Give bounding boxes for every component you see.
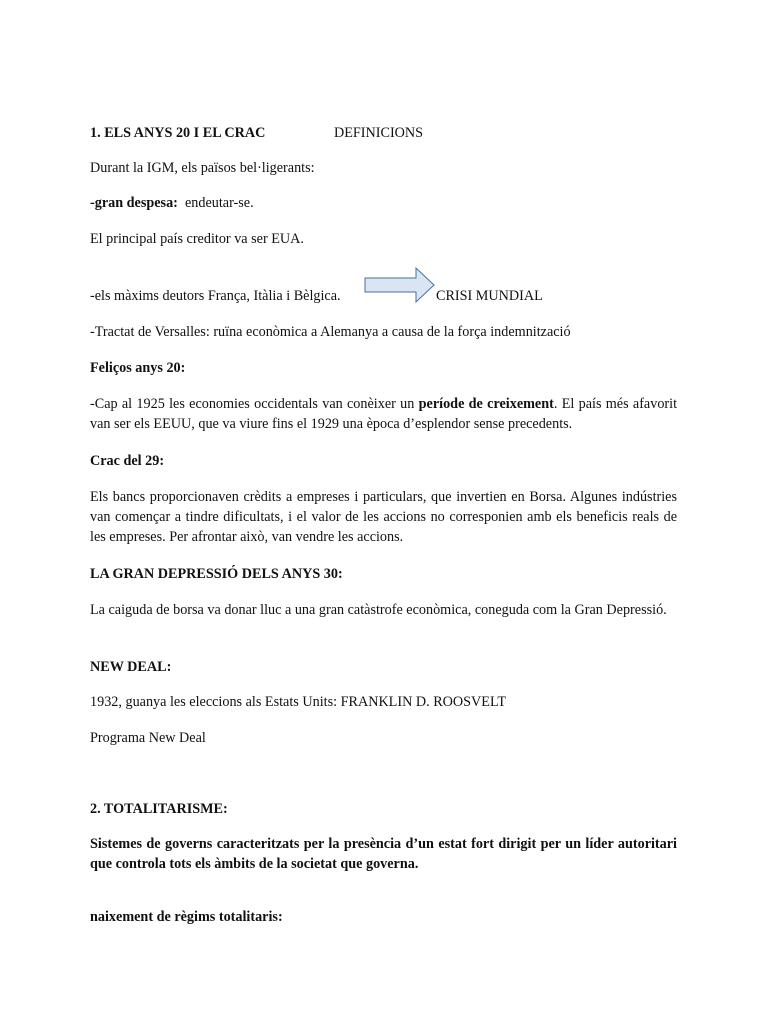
- section-1-heading-line: [90, 123, 424, 143]
- newdeal-line: 1932, guanya les eleccions als Estats Units: FRANKLIN D. ROOSVELT: [90, 694, 506, 710]
- right-arrow-icon: [364, 266, 436, 304]
- felicos-text-2: . El país més afavorit van ser els EEUU, que va viure fins el 1929 una època d’esplendor sense precedents.: [90, 396, 678, 432]
- section-2-heading-text: 2. TOTALITARISME:: [90, 801, 228, 817]
- crac-heading-text: Crac del 29:: [90, 453, 165, 469]
- depressio-heading-text: LA GRAN DEPRESSIÓ DELS ANYS 30:: [90, 566, 343, 582]
- creditor-line: El principal país creditor va ser EUA.: [90, 231, 304, 247]
- felicos-heading-text: Feliços anys 20:: [90, 360, 186, 376]
- naixement-heading: [90, 907, 283, 927]
- definicions-label: DEFINICIONS: [334, 125, 424, 141]
- felicos-text-1: -Cap al 1925 les economies occidentals van conèixer un: [90, 396, 415, 412]
- depressio-heading: [90, 564, 343, 584]
- crisi-mundial-label: CRISI MUNDIAL: [436, 288, 543, 304]
- felicos-paragraph: [90, 394, 677, 434]
- felicos-heading: [90, 358, 185, 378]
- programa-line: Programa New Deal: [90, 730, 206, 746]
- intro-line: Durant la IGM, els països bel·ligerants:: [90, 160, 315, 176]
- section-2-heading: [90, 799, 228, 819]
- naixement-heading-text: naixement de règims totalitaris:: [90, 909, 283, 925]
- gran-despesa-line: [90, 193, 254, 213]
- newdeal-heading-text: NEW DEAL:: [90, 659, 172, 675]
- crac-heading: [90, 451, 164, 471]
- crac-paragraph: Els bancs proporcionaven crèdits a empreses i particulars, que invertien en Borsa. Algunes indústries van començar a tindre dificultats, i el valor de les accions no corresponien amb els beneficis reals de les empreses. Per afrontar això, van vendre les accions.: [90, 489, 677, 545]
- depressio-paragraph: La caiguda de borsa va donar lluc a una gran catàstrofe econòmica, coneguda com la Gran Depressió.: [90, 602, 667, 618]
- totalitarisme-definition: [90, 834, 677, 874]
- newdeal-heading: [90, 657, 171, 677]
- deutors-line: -els màxims deutors França, Itàlia i Bèlgica.: [90, 288, 341, 304]
- gran-despesa-text: endeutar-se.: [184, 195, 254, 211]
- felicos-bold-term: període de creixement: [418, 396, 554, 412]
- totalitarisme-definition-text: Sistemes de governs caracteritzats per la presència d’un estat fort dirigit per un líder autoritari que controla tots els àmbits de la societat que governa.: [90, 836, 677, 872]
- versalles-line: -Tractat de Versalles: ruïna econòmica a Alemanya a causa de la força indemnització: [90, 324, 571, 340]
- gran-despesa-label: -gran despesa:: [90, 195, 178, 211]
- section-1-heading: 1. ELS ANYS 20 I EL CRAC: [90, 125, 266, 141]
